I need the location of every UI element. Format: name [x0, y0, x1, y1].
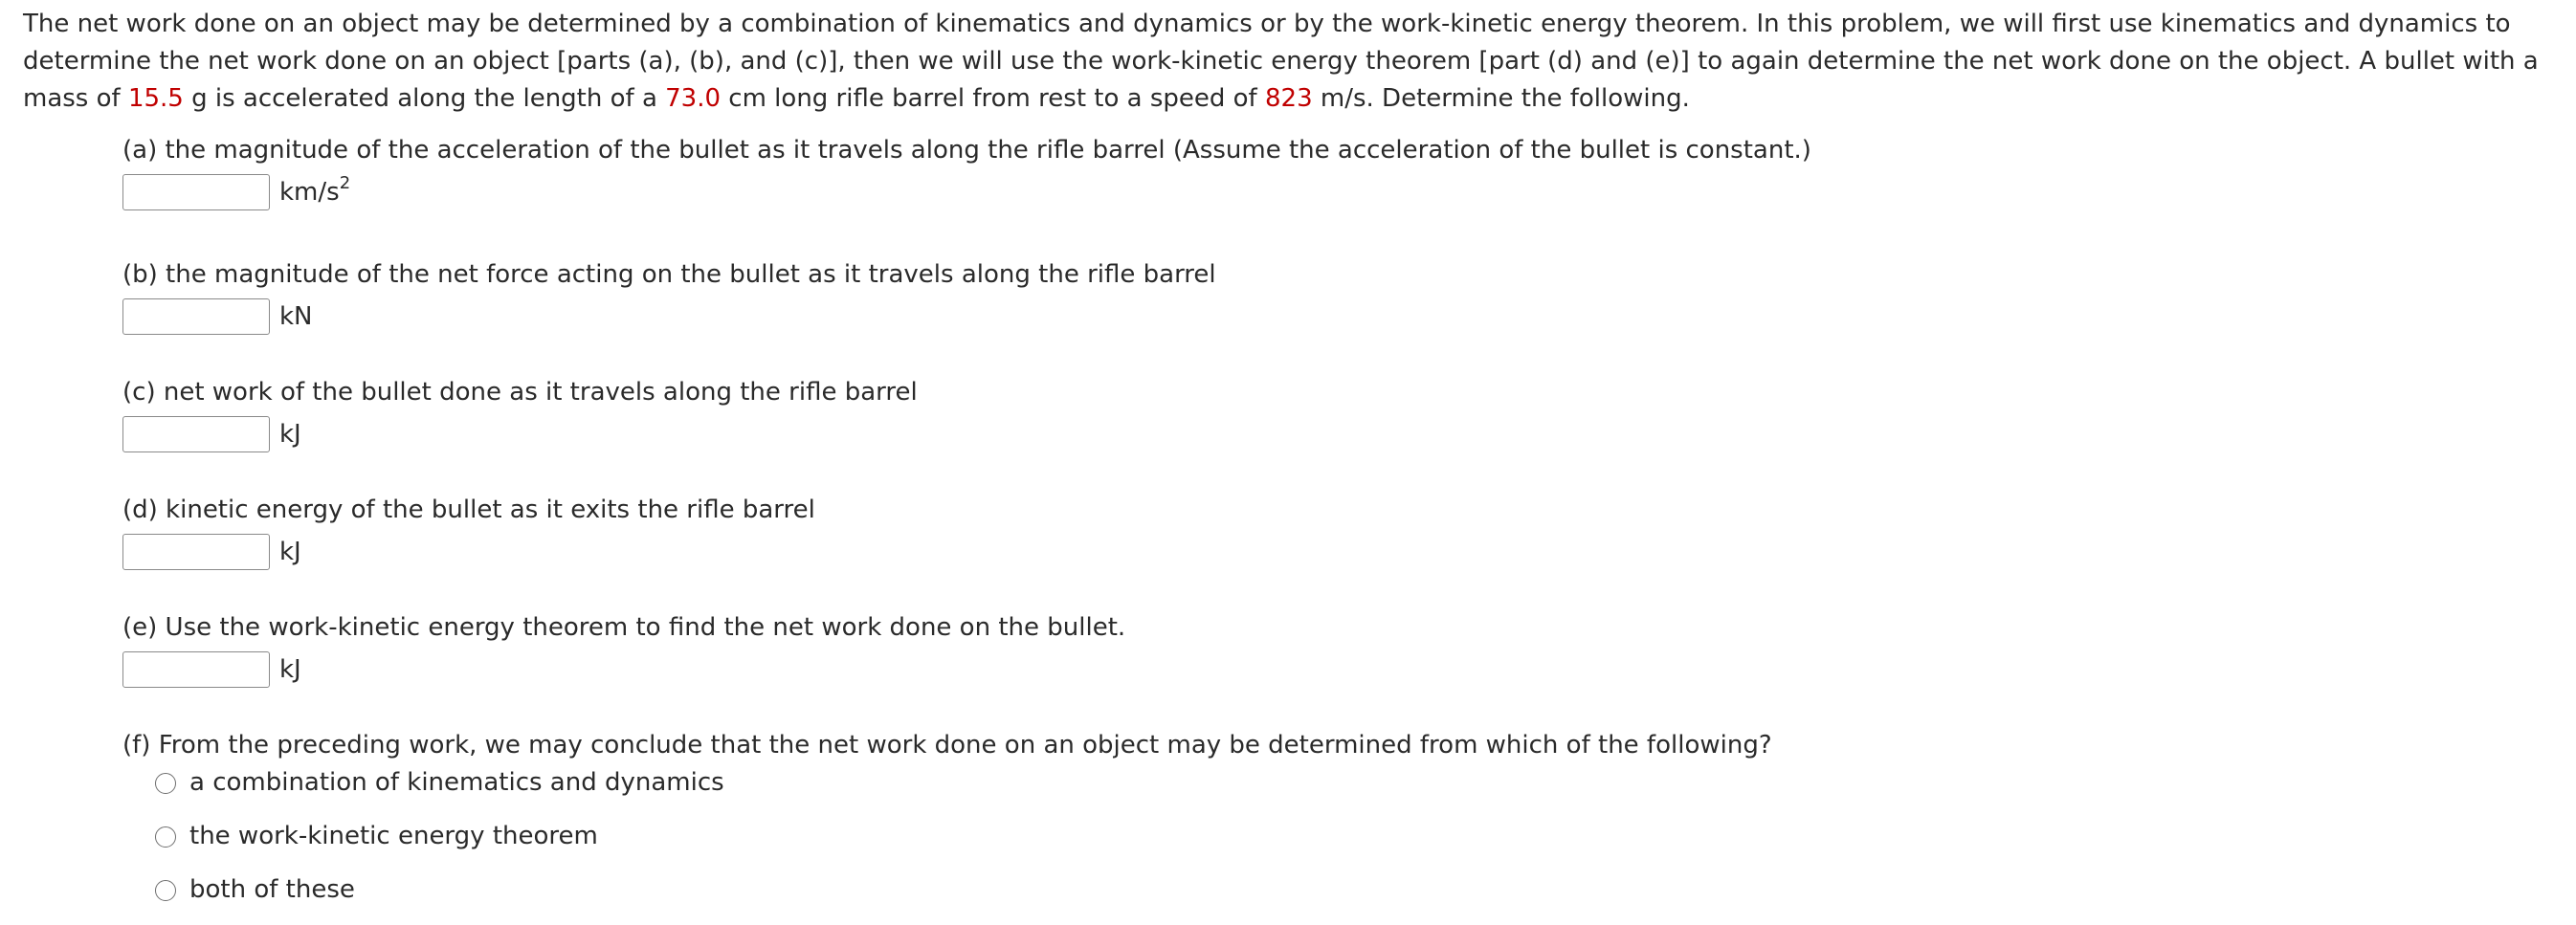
- option-label: both of these: [189, 875, 355, 904]
- part-a: [122, 132, 2515, 211]
- part-c-answer-input[interactable]: [122, 416, 270, 452]
- part-d-answer-row: [122, 533, 2515, 571]
- part-e-answer-row: [122, 650, 2515, 689]
- part-d-question: (d) kinetic energy of the bullet as it exits the rifle barrel: [122, 496, 815, 524]
- part-a-answer-row: [122, 173, 2515, 211]
- option-work-kinetic-theorem[interactable]: [155, 818, 2515, 855]
- part-b-unit: kN: [279, 301, 313, 331]
- part-b-answer-row: [122, 297, 2515, 336]
- part-e-answer-input[interactable]: [122, 651, 270, 688]
- intro-text-3: cm long rifle barrel from rest to a speed of: [721, 84, 1265, 113]
- part-e: [122, 609, 2515, 689]
- speed-value: 823: [1264, 84, 1313, 113]
- intro-text-2: g is accelerated along the length of a: [183, 84, 666, 113]
- problem-statement: [23, 6, 2559, 118]
- part-b-question: (b) the magnitude of the net force acting on the bullet as it travels along the rifle barrel: [122, 260, 1216, 289]
- part-c-unit: kJ: [279, 419, 301, 449]
- part-f: [122, 727, 2515, 925]
- intro-text-1: The net work done on an object may be determined by a combination of kinematics and dynamics or by the work-kinetic energy theorem. In this problem, we will first use kinematics and dynamics to determine the net work done on an object [parts (a), (b), and (c)], then we will use the work-kinetic energy theorem [part (d) and (e)] to again determine the net work done on the object. A bullet with a mass of: [23, 10, 2539, 113]
- part-d-answer-input[interactable]: [122, 534, 270, 570]
- part-a-question: (a) the magnitude of the acceleration of the bullet as it travels along the rifle barrel (Assume the acceleration of the bullet is constant.): [122, 136, 1811, 165]
- length-value: 73.0: [665, 84, 722, 113]
- part-c-answer-row: [122, 415, 2515, 453]
- part-b: [122, 256, 2515, 336]
- part-f-question: (f) From the preceding work, we may conclude that the net work done on an object may be determined from which of the following?: [122, 731, 1772, 760]
- part-e-unit: kJ: [279, 654, 301, 684]
- part-d-unit: kJ: [279, 537, 301, 566]
- part-c-question: (c) net work of the bullet done as it travels along the rifle barrel: [122, 378, 918, 407]
- part-a-answer-input[interactable]: [122, 174, 270, 210]
- mass-value: 15.5: [127, 84, 184, 113]
- option-label: a combination of kinematics and dynamics: [189, 768, 724, 797]
- part-c: [122, 374, 2515, 453]
- part-f-options: [122, 764, 2515, 909]
- part-b-answer-input[interactable]: [122, 298, 270, 335]
- intro-text-4: m/s. Determine the following.: [1312, 84, 1690, 113]
- radio-button[interactable]: [155, 880, 176, 901]
- part-e-question: (e) Use the work-kinetic energy theorem to find the net work done on the bullet.: [122, 613, 1126, 642]
- option-label: the work-kinetic energy theorem: [189, 822, 598, 850]
- option-both[interactable]: [155, 871, 2515, 909]
- radio-button[interactable]: [155, 826, 176, 848]
- option-kinematics-dynamics[interactable]: [155, 764, 2515, 802]
- radio-button[interactable]: [155, 773, 176, 794]
- part-a-unit: $km/s^2$: [279, 172, 351, 207]
- part-d: [122, 492, 2515, 571]
